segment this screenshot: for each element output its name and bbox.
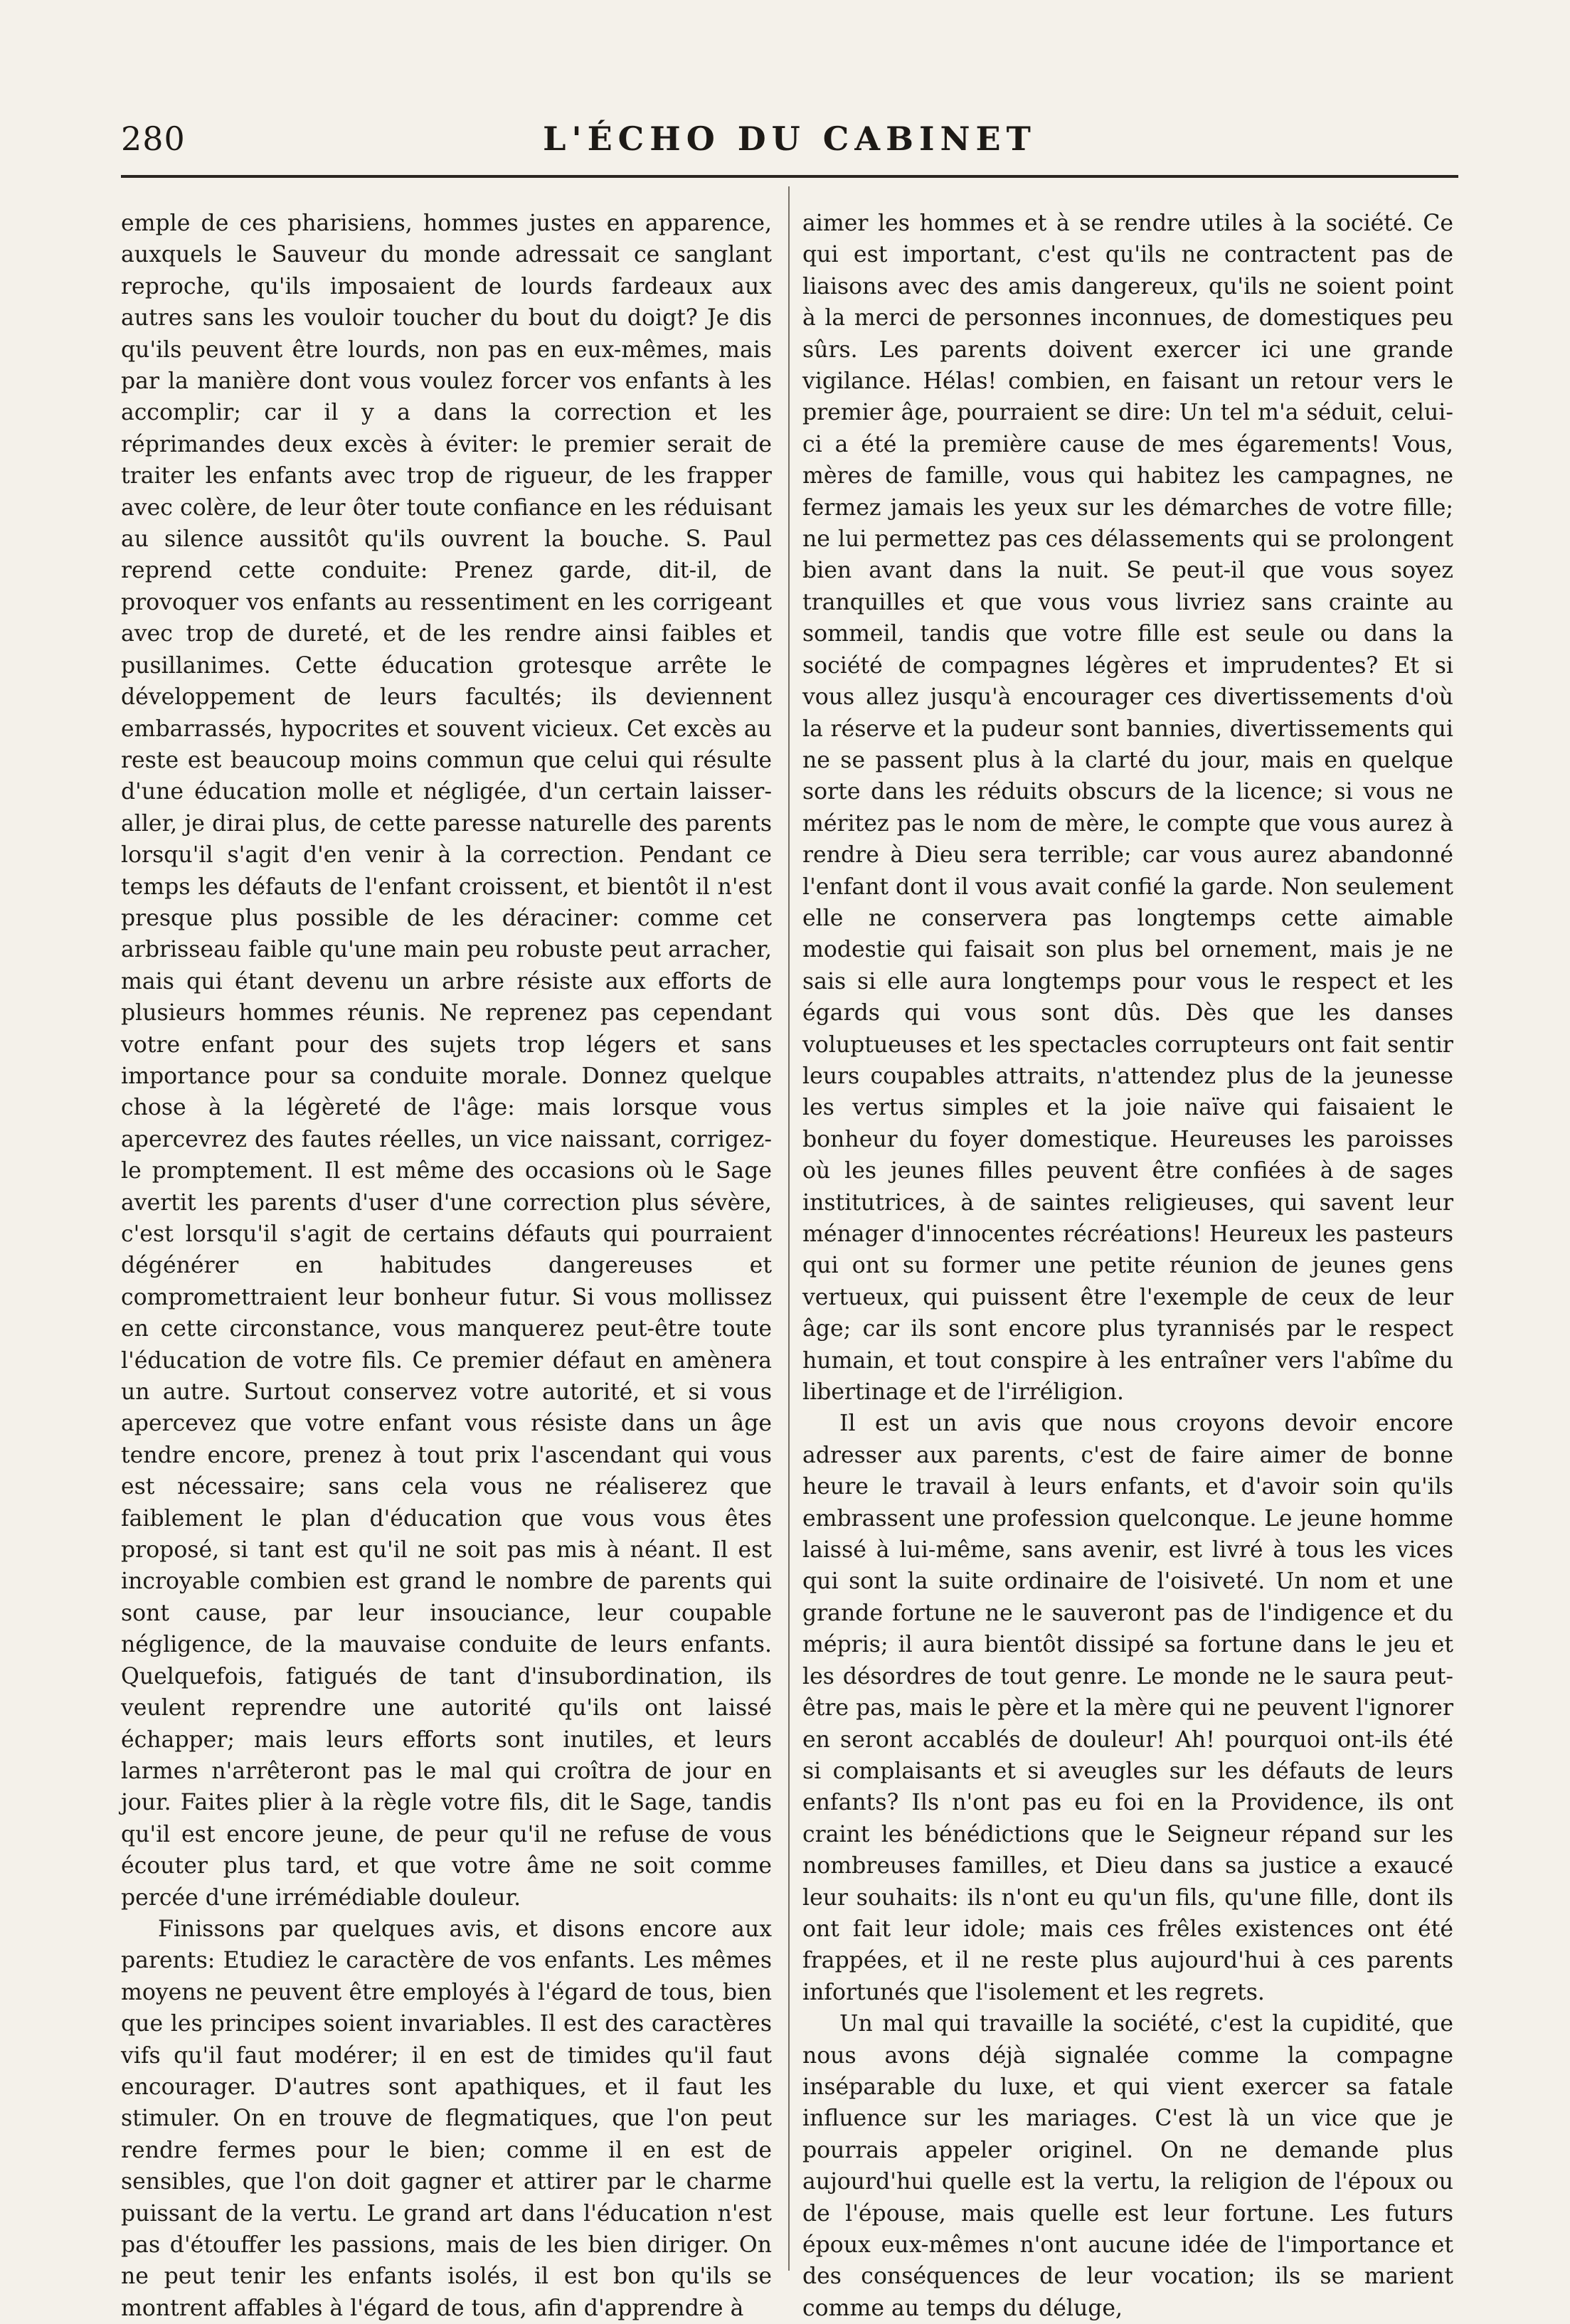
column-divider: [788, 186, 790, 2271]
page-number: 280: [121, 120, 186, 158]
paragraph: Il est un avis que nous croyons devoir encore adresser aux parents, c'est de faire aimer de bonne heure le travail à leurs enfants, et d'avoir soin qu'ils embrassent une profession quelconque. Le jeune homme laissé à lui-même, sans avenir, est livré à tous les vices qui sont la suite ordinaire de l'oisiveté. Un nom et une grande fortune ne le sauveront pas de l'indigence et du mépris; il aura bientôt dissipé sa fortune dans le jeu et les désordres de tout genre. Le monde ne le saura peut-être pas, mais le père et la mère qui ne peuvent l'ignorer en seront accablés de douleur! Ah! pourquoi ont-ils été si complaisants et si aveugles sur les défauts de leurs enfants? Ils n'ont pas eu foi en la Providence, ils ont craint les bénédictions que le Seigneur répand sur les nombreuses familles, et Dieu dans sa justice a exaucé leur souhaits: ils n'ont eu qu'un fils, qu'une fille, dont ils ont fait leur idole; mais ces frêles existences ont été frappées, et il ne reste plus aujourd'hui à ces parents infortunés que l'isolement et les regrets.: [802, 1411, 1453, 2005]
left-column: [121, 208, 772, 2324]
right-column: [802, 208, 1453, 2324]
paragraph: emple de ces pharisiens, hommes justes en apparence, auxquels le Sauveur du monde adressait ce sanglant reproche, qu'ils imposaient de lourds fardeaux aux autres sans les vouloir toucher du bout du doigt? Je dis qu'ils peuvent être lourds, non pas en eux-mêmes, mais par la manière dont vous voulez forcer vos enfants à les accomplir; car il y a dans la correction et les réprimandes deux excès à éviter: le premier serait de traiter les enfants avec trop de rigueur, de les frapper avec colère, de leur ôter toute confiance en les réduisant au silence aussitôt qu'ils ouvrent la bouche. S. Paul reprend cette conduite: Prenez garde, dit-il, de provoquer vos enfants au ressentiment en les corrigeant avec trop de dureté, et de les rendre ainsi faibles et pusillanimes. Cette éducation grotesque arrête le développement de leurs facultés; ils deviennent embarrassés, hypocrites et souvent vicieux. Cet excès au reste est beaucoup moins commun que celui qui résulte d'une éducation molle et négligée, d'un certain laisser-aller, je dirai plus, de cette paresse naturelle des parents lorsqu'il s'agit d'en venir à la correction. Pendant ce temps les défauts de l'enfant croissent, et bientôt il n'est presque plus possible de les déraciner: comme cet arbrisseau faible qu'une main peu robuste peut arracher, mais qui étant devenu un arbre résiste aux efforts de plusieurs hommes réunis. Ne reprenez pas cependant votre enfant pour des sujets trop légers et sans importance pour sa conduite morale. Donnez quelque chose à la légèreté de l'âge: mais lorsque vous apercevrez des fautes réelles, un vice naissant, corrigez-le promptement. Il est même des occasions où le Sage avertit les parents d'user d'une correction plus sévère, c'est lorsqu'il s'agit de certains défauts qui pourraient dégénérer en habitudes dangereuses et compromettraient leur bonheur futur. Si vous mollissez en cette circonstance, vous manquerez peut-être toute l'éducation de votre fils. Ce premier défaut en amènera un autre. Surtout conservez votre autorité, et si vous apercevez que votre enfant vous résiste dans un âge tendre encore, prenez à tout prix l'ascendant qui vous est nécessaire; sans cela vous ne réaliserez que faiblement le plan d'éducation que vous vous êtes proposé, si tant est qu'il ne soit pas mis à néant. Il est incroyable combien est grand le nombre de parents qui sont cause, par leur insouciance, leur coupable négligence, de la mauvaise conduite de leurs enfants. Quelquefois, fatigués de tant d'insubordination, ils veulent reprendre une autorité qu'ils ont laissé échapper; mais leurs efforts sont inutiles, et leurs larmes n'arrêteront pas le mal qui croîtra de jour en jour. Faites plier à la règle votre fils, dit le Sage, tandis qu'il est encore jeune, de peur qu'il ne refuse de vous écouter plus tard, et que votre âme ne soit comme percée d'une irrémédiable douleur.: [121, 211, 772, 1911]
paragraph: aimer les hommes et à se rendre utiles à la société. Ce qui est important, c'est qu'ils ne contractent pas de liaisons avec des amis dangereux, qu'ils ne soient point à la merci de personnes inconnues, de domestiques peu sûrs. Les parents doivent exercer ici une grande vigilance. Hélas! combien, en faisant un retour vers le premier âge, pourraient se dire: Un tel m'a séduit, celui-ci a été la première cause de mes égarements! Vous, mères de famille, vous qui habitez les campagnes, ne fermez jamais les yeux sur les démarches de votre fille; ne lui permettez pas ces délassements qui se prolongent bien avant dans la nuit. Se peut-il que vous soyez tranquilles et que vous vous livriez sans crainte au sommeil, tandis que votre fille est seule ou dans la société de compagnes légères et imprudentes? Et si vous allez jusqu'à encourager ces divertissements d'où la réserve et la pudeur sont bannies, divertissements qui ne se passent plus à la clarté du jour, mais en quelque sorte dans les réduits obscurs de la licence; si vous ne méritez pas le nom de mère, le compte que vous aurez à rendre à Dieu sera terrible; car vous aurez abandonné l'enfant dont il vous avait confié la garde. Non seulement elle ne conservera pas longtemps cette aimable modestie qui faisait son plus bel ornement, mais je ne sais si elle aura longtemps pour vous le respect et les égards qui vous sont dûs. Dès que les danses voluptueuses et les spectacles corrupteurs ont fait sentir leurs coupables attraits, n'attendez plus de la jeunesse les vertus simples et la joie naïve qui faisaient le bonheur du foyer domestique. Heureuses les paroisses où les jeunes filles peuvent être confiées à de sages institutrices, à de saintes religieuses, qui savent leur ménager d'innocentes récréations! Heureux les pasteurs qui ont su former une petite réunion de jeunes gens vertueux, qui puissent être l'exemple de ceux de leur âge; car ils sont encore plus tyrannisés par le respect humain, et tout conspire à les entraîner vers l'abîme du libertinage et de l'irréligion.: [802, 211, 1453, 1406]
running-title: L'ÉCHO DU CABINET: [543, 120, 1036, 158]
header-rule: [121, 175, 1458, 178]
paragraph: Un mal qui travaille la société, c'est la cupidité, que nous avons déjà signalée comme la compagne inséparable du luxe, et qui vient exercer sa fatale influence sur les mariages. C'est là un vice que je pourrais appeler originel. On ne demande plus aujourd'hui quelle est la vertu, la religion de l'époux ou de l'épouse, mais quelle est leur fortune. Les futurs époux eux-mêmes n'ont aucune idée de l'importance et des conséquences de leur vocation; ils se marient comme au temps du déluge,: [802, 2011, 1453, 2321]
page-header: [121, 120, 1458, 169]
paragraph: Finissons par quelques avis, et disons encore aux parents: Etudiez le caractère de vos enfants. Les mêmes moyens ne peuvent être employés à l'égard de tous, bien que les principes soient invariables. Il est des caractères vifs qu'il faut modérer; il en est de timides qu'il faut encourager. D'autres sont apathiques, et il faut les stimuler. On en trouve de flegmatiques, que l'on peut rendre fermes pour le bien; comme il en est de sensibles, que l'on doit gagner et attirer par le charme puissant de la vertu. Le grand art dans l'éducation n'est pas d'étouffer les passions, mais de les bien diriger. On ne peut tenir les enfants isolés, il est bon qu'ils se montrent affables à l'égard de tous, afin d'apprendre à: [121, 1916, 772, 2321]
